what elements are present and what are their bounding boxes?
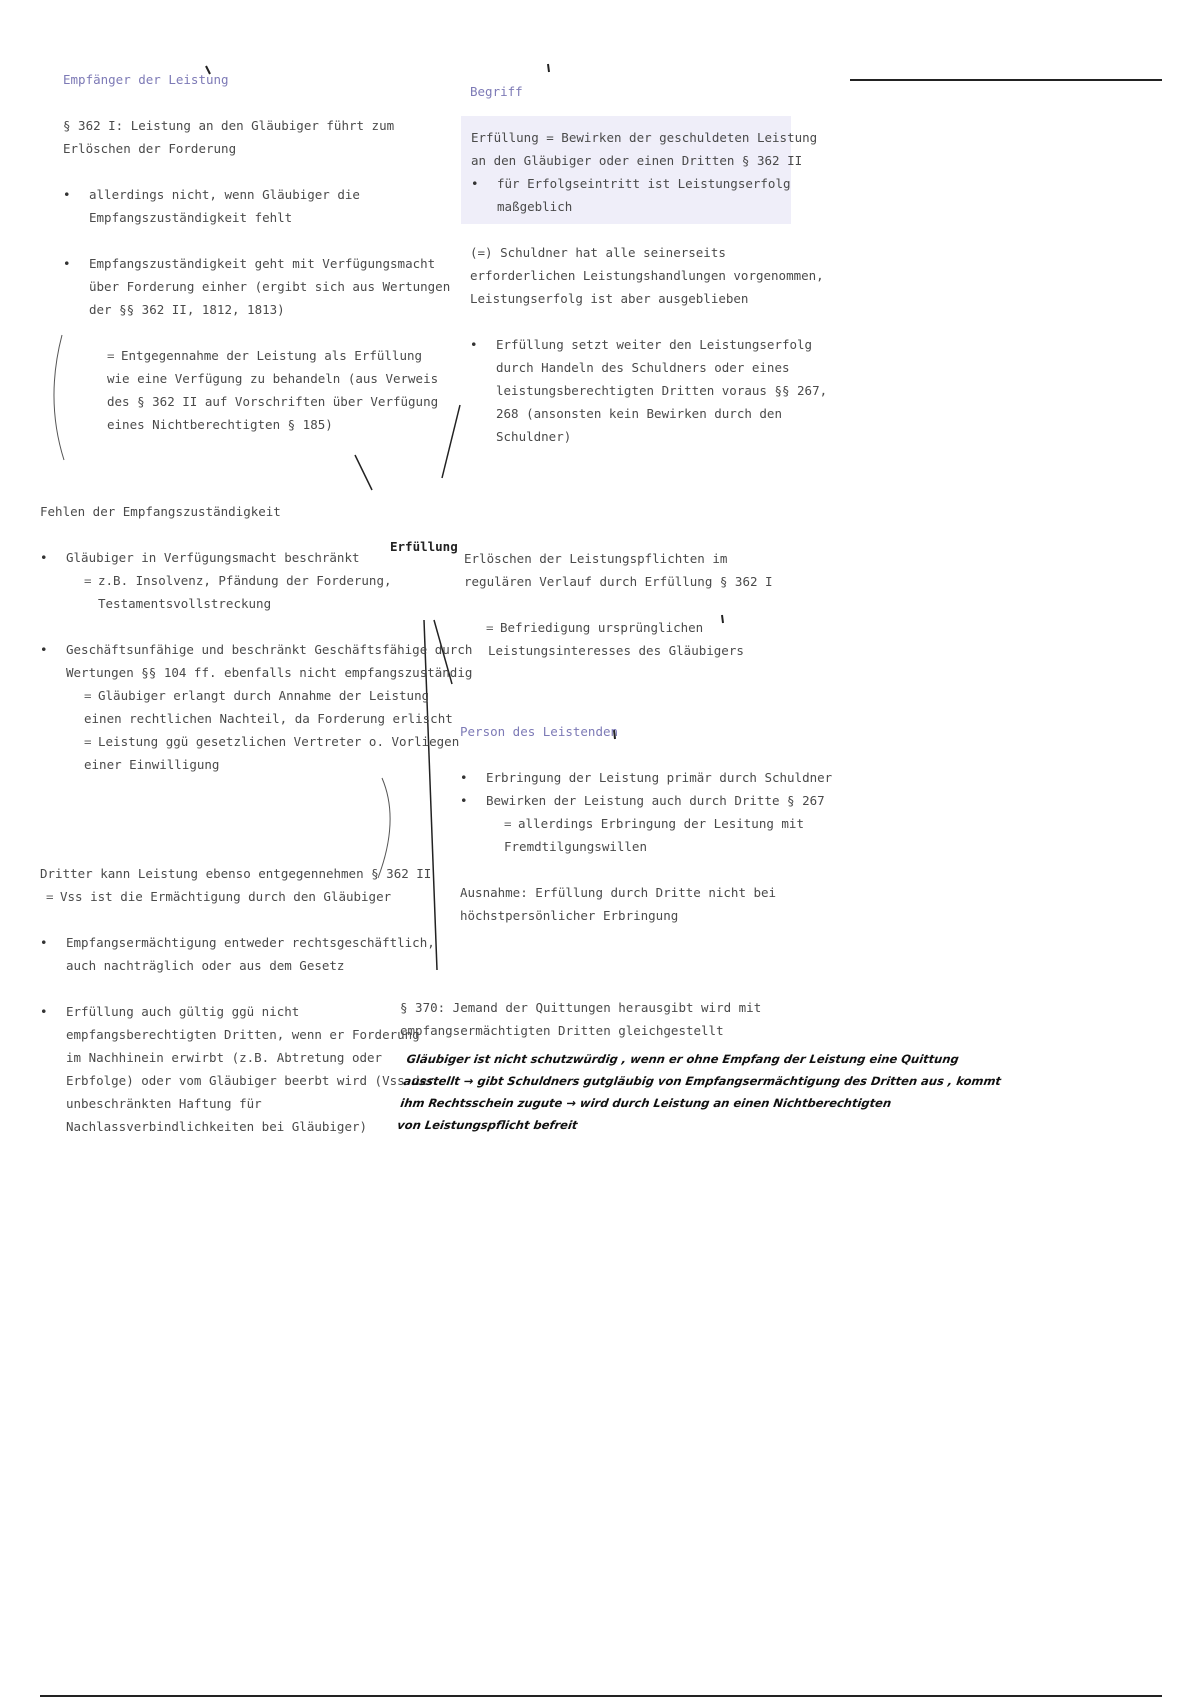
text-line: • Bewirken der Leistung auch durch Dritte § 267 xyxy=(486,793,825,808)
text-line: Leistungsinteresses des Gläubigers xyxy=(488,643,744,658)
text-line: Nachlassverbindlichkeiten bei Gläubiger) xyxy=(66,1119,368,1134)
text-line: erforderlichen Leistungshandlungen vorgenommen, xyxy=(470,268,824,283)
text-line: • Erbringung der Leistung primär durch Schuldner xyxy=(486,770,833,785)
fehlen-section xyxy=(40,500,472,776)
text-line: • Gläubiger in Verfügungsmacht beschränkt xyxy=(66,550,360,565)
text-line: leistungsberechtigten Dritten voraus §§ 267, xyxy=(496,383,828,398)
text-line: Ausnahme: Erfüllung durch Dritte nicht bei xyxy=(460,885,777,900)
center-title: Erfüllung xyxy=(390,539,458,554)
handwritten-note xyxy=(396,1048,1006,1136)
text-line: der §§ 362 II, 1812, 1813) xyxy=(89,302,285,317)
text-line: • Geschäftsunfähige und beschränkt Geschäftsfähige durch xyxy=(66,642,473,657)
empfaenger-bullet-1 xyxy=(63,183,450,229)
text-line: einen rechtlichen Nachteil, da Forderung erlischt xyxy=(84,711,453,726)
empfaenger-intro-line: Erlöschen der Forderung xyxy=(63,141,237,156)
begriff-box xyxy=(461,116,818,224)
text-line: Empfangszuständigkeit fehlt xyxy=(89,210,293,225)
p370-section xyxy=(400,996,761,1042)
person-bullet-2 xyxy=(460,789,832,858)
text-line: = Befriedigung ursprünglichen xyxy=(486,616,773,639)
text-line: Schuldner) xyxy=(496,429,572,444)
dritter-section xyxy=(40,862,435,1138)
text-line: wie eine Verfügung zu behandeln (aus Verweis xyxy=(107,371,439,386)
begriff-section xyxy=(470,80,523,103)
text-line: Gläubiger ist nicht schutzwürdig , wenn er ohne Empfang der Leistung eine Quittung xyxy=(405,1052,960,1066)
text-line: Leistungserfolg ist aber ausgeblieben xyxy=(470,291,749,306)
text-line: • Empfangszuständigkeit geht mit Verfügungsmacht xyxy=(89,256,436,271)
text-line: empfangsermächtigten Dritten gleichgestellt xyxy=(400,1023,724,1038)
text-line: auch nachträglich oder aus dem Gesetz xyxy=(66,958,345,973)
tick-mark xyxy=(548,64,549,72)
text-line: = z.B. Insolvenz, Pfändung der Forderung, xyxy=(84,569,472,592)
text-line: = Leistung ggü gesetzlichen Vertreter o. Vorliegen xyxy=(84,730,472,753)
fehlen-heading: Fehlen der Empfangszuständigkeit xyxy=(40,504,281,519)
connector-empfaenger xyxy=(355,455,372,490)
text-line: im Nachhinein erwirbt (z.B. Abtretung oder xyxy=(66,1050,383,1065)
text-line: durch Handeln des Schuldners oder eines xyxy=(496,360,790,375)
begriff-box-bullet xyxy=(471,172,791,218)
text-line: ausstellt → gibt Schuldners gutgläubig von Empfangsermächtigung des Dritten aus , kommt xyxy=(402,1074,1002,1088)
text-line: an den Gläubiger oder einen Dritten § 362 II xyxy=(471,153,803,168)
person-bullet-1 xyxy=(460,766,832,789)
text-line: § 370: Jemand der Quittungen herausgibt wird mit xyxy=(400,1000,762,1015)
text-line: = Entgegennahme der Leistung als Erfüllung xyxy=(107,344,450,367)
text-line: • allerdings nicht, wenn Gläubiger die xyxy=(89,187,360,202)
empfaenger-intro-line: § 362 I: Leistung an den Gläubiger führt zum xyxy=(63,118,395,133)
text-line: Erlöschen der Leistungspflichten im xyxy=(464,551,728,566)
text-line: eines Nichtberechtigten § 185) xyxy=(107,417,333,432)
text-line: = Gläubiger erlangt durch Annahme der Leistung xyxy=(84,684,472,707)
text-line: ihm Rechtsschein zugute → wird durch Leistung an einen Nichtberechtigten xyxy=(399,1096,893,1110)
text-line: Erfüllung = Bewirken der geschuldeten Leistung xyxy=(471,130,818,145)
text-line: unbeschränkten Haftung für xyxy=(66,1096,262,1111)
empfaenger-bullet-2 xyxy=(63,252,450,321)
text-line: • für Erfolgseintritt ist Leistungserfolg xyxy=(497,176,791,191)
empfaenger-section xyxy=(63,68,450,436)
dritter-line: Dritter kann Leistung ebenso entgegennehmen § 362 II xyxy=(40,866,432,881)
empfaenger-eq xyxy=(63,344,450,436)
begriff-bullet xyxy=(470,333,827,448)
text-line: Wertungen §§ 104 ff. ebenfalls nicht empfangszuständig xyxy=(66,665,473,680)
text-line: Erbfolge) oder vom Gläubiger beerbt wird (Vss der xyxy=(66,1073,435,1088)
begriff-heading: Begriff xyxy=(470,84,523,99)
fehlen-bullet-1 xyxy=(40,546,472,615)
text-line: höchstpersönlicher Erbringung xyxy=(460,908,679,923)
text-line: • Erfüllung setzt weiter den Leistungserfolg xyxy=(496,337,813,352)
erloeschen-section xyxy=(464,547,773,662)
text-line: empfangsberechtigten Dritten, wenn er Forderung xyxy=(66,1027,420,1042)
text-line: des § 362 II auf Vorschriften über Verfügung xyxy=(107,394,439,409)
text-line: = Vss ist die Ermächtigung durch den Gläubiger xyxy=(46,885,435,908)
dritter-bullet-2 xyxy=(40,1000,435,1138)
empfaenger-heading: Empfänger der Leistung xyxy=(63,72,229,87)
text-line: Testamentsvollstreckung xyxy=(98,596,272,611)
dritter-bullet-1 xyxy=(40,931,435,977)
person-heading: Person des Leistenden xyxy=(460,724,619,739)
text-line: • Empfangsermächtigung entweder rechtsgeschäftlich, xyxy=(66,935,435,950)
text-line: 268 (ansonsten kein Bewirken durch den xyxy=(496,406,782,421)
begriff-note xyxy=(470,241,827,448)
person-section xyxy=(460,720,832,927)
text-line: (=) Schuldner hat alle seinerseits xyxy=(470,245,726,260)
text-line: regulären Verlauf durch Erfüllung § 362 I xyxy=(464,574,773,589)
text-line: von Leistungspflicht befreit xyxy=(396,1118,579,1132)
text-line: = allerdings Erbringung der Lesitung mit xyxy=(504,812,832,835)
text-line: Fremdtilgungswillen xyxy=(504,839,647,854)
fehlen-bullet-2 xyxy=(40,638,472,776)
text-line: • Erfüllung auch gültig ggü nicht xyxy=(66,1004,300,1019)
text-line: maßgeblich xyxy=(497,199,573,214)
text-line: einer Einwilligung xyxy=(84,757,220,772)
text-line: über Forderung einher (ergibt sich aus Wertungen xyxy=(89,279,451,294)
